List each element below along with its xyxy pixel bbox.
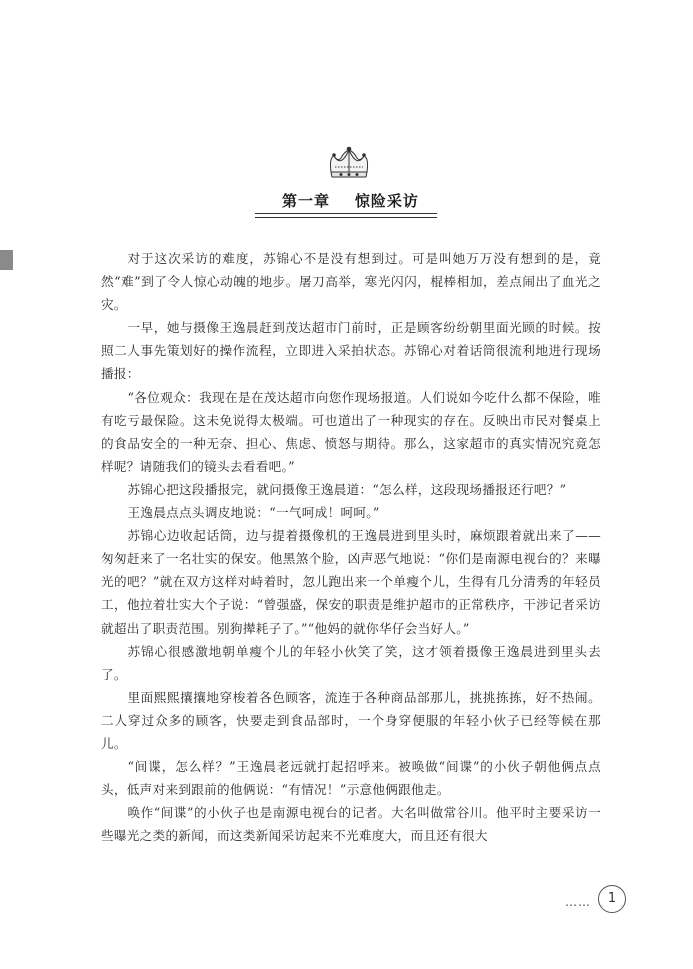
paragraph: 唤作“间谍”的小伙子也是南源电视台的记者。大名叫做常谷川。他平时主要采访一些曝光之类的新闻，而这类新闻采访起来不光难度大，而且还有很大 — [101, 805, 601, 844]
paragraph: 苏锦心很感激地朝单瘦个儿的年轻小伙笑了笑，这才领着摄像王逸晨进到里头去了。 — [101, 643, 601, 682]
paragraph: “间谍，怎么样？”王逸晨老远就打起招呼来。被唤做“间谍”的小伙子朝他俩点点头，低声对来到跟前的他俩说：“有情况！”示意他俩跟他走。 — [101, 759, 601, 798]
page-footer — [565, 885, 625, 917]
paragraph: 苏锦心边收起话筒，边与提着摄像机的王逸晨进到里头时，麻烦跟着就出来了——匆匆赶来了一名壮实的保安。他黑煞个脸，凶声恶气地说：“你们是南源电视台的？来曝光的吧？”就在双方这样对峙着时，忽儿跑出来一个单瘦个儿，生得有几分清秀的年轻员工，他拉着壮实大个子说：“曾强盛，保安的职责是维护超市的正常秩序，干涉记者采访就超出了职责范围。别狗撵耗子了。”“他妈的就你华仔会当好人。” — [101, 528, 601, 636]
chapter-title: 第一章 惊险采访 — [282, 192, 419, 210]
paragraph: 里面熙熙攘攘地穿梭着各色顾客，流连于各种商品部那儿，挑挑拣拣，好不热闹。二人穿过众多的顾客，快要走到食品部时，一个身穿便服的年轻小伙子已经等候在那儿。 — [101, 689, 601, 751]
paragraph: 对于这次采访的难度，苏锦心不是没有想到过。可是叫她万万没有想到的是，竟然“难”到了令人惊心动魄的地步。屠刀高举，寒光闪闪，棍棒相加，差点闹出了血光之灾。 — [101, 251, 601, 313]
paragraph: “各位观众：我现在是在茂达超市向您作现场报道。人们说如今吃什么都不保险，唯有吃亏最保险。这未免说得太极端。可也道出了一种现实的存在。反映出市民对餐桌上的食品安全的一种无奈、担心、焦虑、愤怒与期待。那么，这家超市的真实情况究竟怎样呢？请随我们的镜头去看看吧。” — [101, 389, 601, 474]
chapter-body — [101, 247, 601, 847]
crown-icon — [326, 146, 372, 182]
edge-thumb-tab — [0, 250, 13, 270]
paragraph: 苏锦心把这段播报完，就问摄像王逸晨道：“怎么样，这段现场播报还行吧？” — [127, 481, 567, 497]
paragraph: 一早，她与摄像王逸晨赶到茂达超市门前时，正是顾客纷纷朝里面光顾的时候。按照二人事先策划好的操作流程，立即进入采拍状态。苏锦心对着话筒很流利地进行现场播报： — [101, 320, 601, 382]
title-underline — [255, 213, 437, 218]
page-number: 1 — [598, 885, 626, 913]
paragraph: 王逸晨点点头调皮地说：“一气呵成！呵呵。” — [127, 505, 380, 521]
footer-dots: …… — [565, 895, 591, 909]
